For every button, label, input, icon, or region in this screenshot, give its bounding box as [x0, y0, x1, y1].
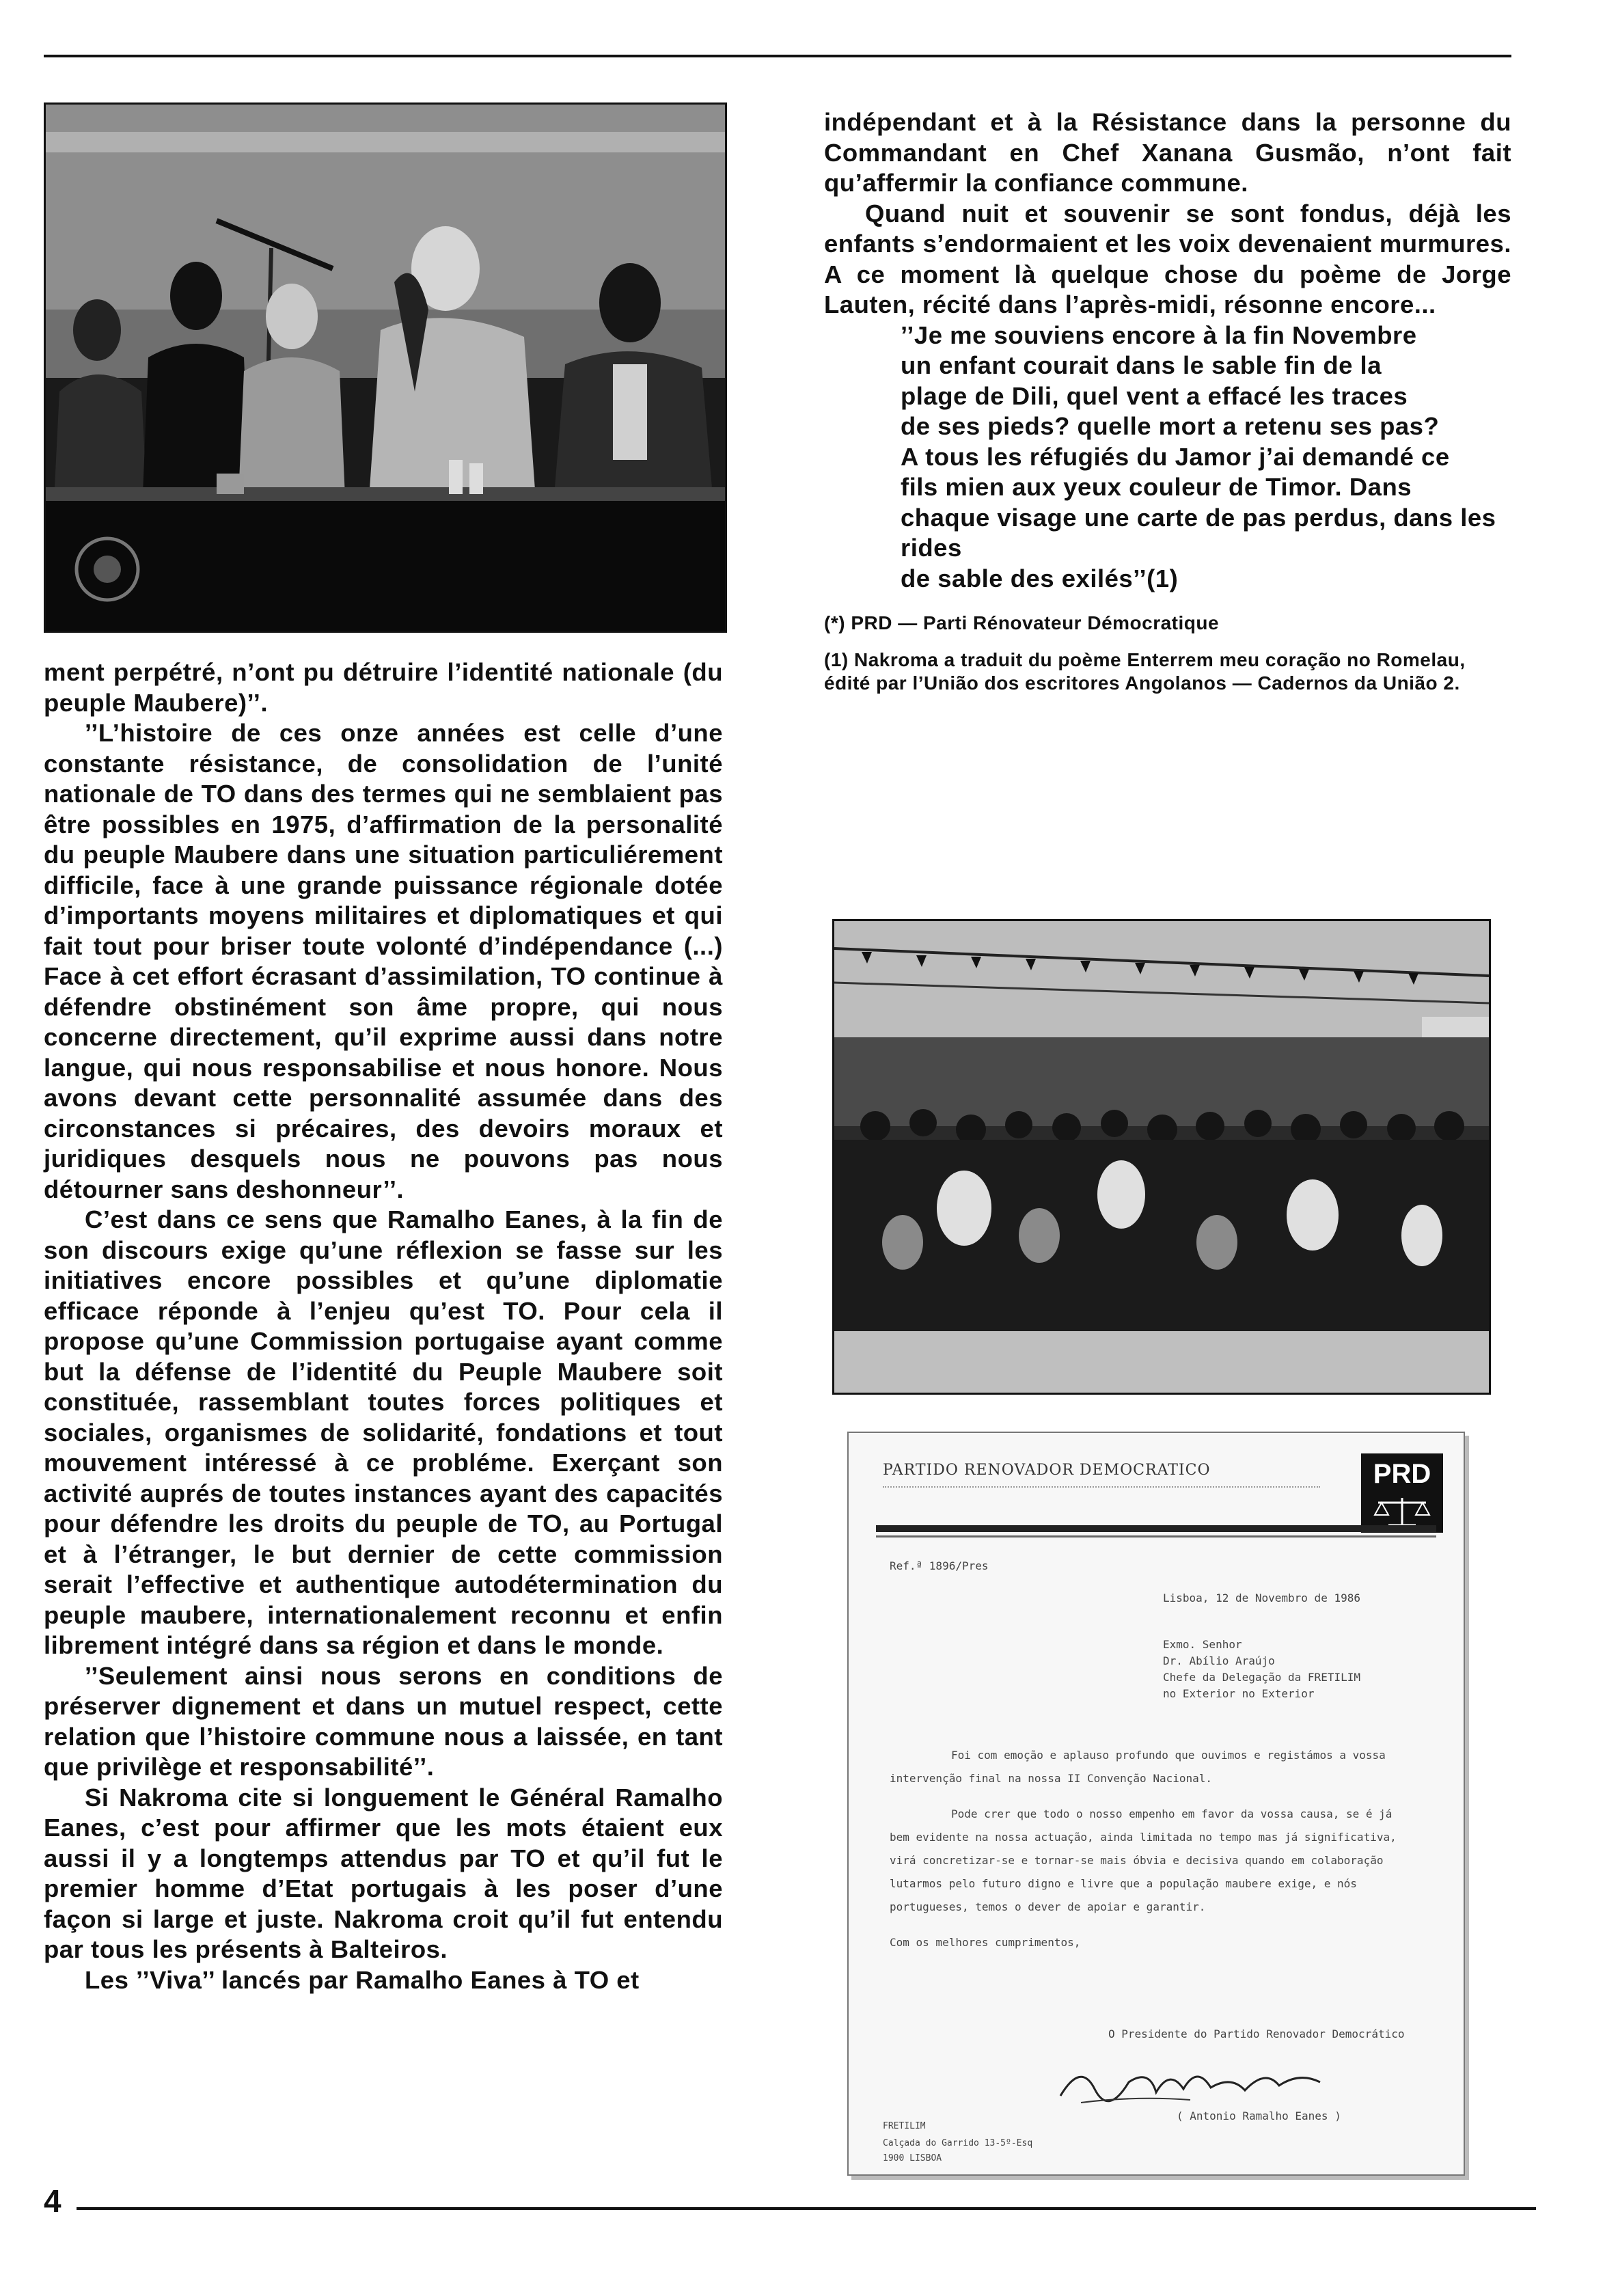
address-line: Calçada do Garrido 13-5º-Esq	[883, 2138, 1033, 2148]
address-line: FRETILIM	[883, 2121, 926, 2131]
left-paragraph: ’’L’histoire de ces onze années est celle d’une constante résistance, de consolidation de l’unité nationale de TO dans des termes qui ne semblaient pas être possibles en 1975, d’affirmation de la personalité du peuple Maubere dans une situation particuliérement difficile, face à une grande puissance régionale dotée d’importants moyens militaires et diplomatiques et qui fait tout pour briser toute volonté d’indépendance (...) Face à cet effort écrasant d’assimilation, TO continue à défendre obstinément son âme propre, qui nous concerne directement, qu’il exprime aussi dans notre langue, qui nous responsabilise et nous honore. Nous avons devant cette personnalité assumée dans des circonstances si précaires, des devoirs moraux et juridiques desquels nous ne pouvons pas nous détourner sans deshonneur’’.	[44, 719, 723, 1203]
letter-closing: Com os melhores cumprimentos,	[890, 1936, 1081, 1949]
prd-logo	[1361, 1453, 1443, 1533]
poem-line: fils mien aux yeux couleur de Timor. Dans	[901, 473, 1412, 501]
letter-paragraph: Foi com emoção e aplauso profundo que ouvimos e registámos a vossa intervenção final na nossa II Convenção Nacional.	[890, 1749, 1386, 1785]
letter-reference: Ref.ª 1896/Pres	[890, 1559, 989, 1572]
letterhead-bar	[876, 1525, 1436, 1532]
poem-line: de sable des exilés’’(1)	[901, 564, 1179, 592]
recipient-line: Exmo. Senhor	[1163, 1638, 1242, 1651]
letter-date: Lisboa, 12 de Novembro de 1986	[1163, 1591, 1360, 1604]
right-column	[824, 107, 1511, 709]
left-column	[44, 657, 723, 1995]
letterhead-title: PARTIDO RENOVADOR DEMOCRATICO	[883, 1462, 1211, 1479]
poem-line: de ses pieds? quelle mort a retenu ses pas?	[901, 412, 1440, 440]
recipient-line: Dr. Abílio Araújo	[1163, 1654, 1275, 1667]
signature-title: O Presidente do Partido Renovador Democrático	[1108, 2027, 1405, 2040]
address-line: 1900 LISBOA	[883, 2153, 942, 2163]
bottom-rule	[77, 2207, 1536, 2210]
right-paragraph: Quand nuit et souvenir se sont fondus, déjà les enfants s’endormaient et les voix devenaient murmures. A ce moment là quelque chose du poème de Jorge Lauten, récité dans l’après-midi, résonne encore...	[824, 199, 1511, 318]
left-paragraph: Les ’’Viva’’ lancés par Ramalho Eanes à TO et	[85, 1965, 640, 1994]
handwritten-signature	[1054, 2055, 1341, 2109]
left-paragraph: Si Nakroma cite si longuement le Général Ramalho Eanes, c’est pour affirmer que les mots étaient eux aussi il y a longtemps attendus par TO et qu’il fut le premier homme d’Etat portugais à les poser d’une façon si large et juste. Nakroma croit qu’il fut entendu par tous les présents à Balteiros.	[44, 1783, 723, 1963]
poem-line: un enfant courait dans le sable fin de la	[901, 351, 1382, 379]
poem-quote	[901, 320, 1511, 594]
prd-letter	[847, 1432, 1465, 2176]
letterhead-divider	[883, 1486, 1320, 1493]
footnote: (1) Nakroma a traduit du poème Enterrem meu coração no Romelau, édité par l’União dos escritores Angolanos — Cadernos da União 2.	[824, 649, 1466, 694]
letter-paragraph: Pode crer que todo o nosso empenho em favor da vossa causa, se é já bem evidente na nossa actuação, ainda limitada no tempo mas já significativa, virá concretizar-se e tornar-se mais óbvia e decisiva quando em colaboração lutarmos pelo futuro digno e livre que a população maubere exige, e nós portugueses, temos o dever de apoiar e garantir.	[890, 1807, 1397, 1913]
poem-line: rides	[901, 534, 962, 562]
recipient-line: no Exterior no Exterior	[1163, 1687, 1315, 1700]
signature-name: ( Antonio Ramalho Eanes )	[1177, 2109, 1341, 2122]
podium-photo	[44, 102, 727, 633]
poem-line: plage de Dili, quel vent a effacé les traces	[901, 381, 1408, 410]
scales-icon	[1371, 1494, 1433, 1529]
recipient-line: Chefe da Delegação da FRETILIM	[1163, 1671, 1360, 1684]
footnotes	[824, 612, 1511, 695]
right-paragraph: indépendant et à la Résistance dans la personne du Commandant en Chef Xanana Gusmão, n’ont fait qu’affermir la confiance commune.	[824, 108, 1511, 197]
poem-line: ’’Je me souviens encore à la fin Novembre	[901, 320, 1417, 349]
prd-logo-text: PRD	[1373, 1459, 1431, 1489]
poem-line: A tous les réfugiés du Jamor j’ai demandé ce	[901, 442, 1450, 471]
left-paragraph: ment perpétré, n’ont pu détruire l’identité nationale (du peuple Maubere)’’.	[44, 658, 723, 717]
crowd-photo	[832, 919, 1491, 1395]
top-rule	[44, 55, 1511, 57]
poem-line: chaque visage une carte de pas perdus, dans les	[901, 503, 1496, 532]
letterhead-bar-thin	[876, 1535, 1436, 1538]
left-paragraph: C’est dans ce sens que Ramalho Eanes, à la fin de son discours exige qu’une réflexion se fasse sur les initiatives encore possibles et qu’une diplomatie efficace réponde à l’enjeu qu’est TO. Pour cela il propose qu’une Commission portugaise ayant comme but la défense de l’identité du Peuple Maubere soit constituée, rassemblant toutes forces politiques et sociales, organismes de solidarité, fondations et tout mouvement intéressé à ce probléme. Exerçant son activité auprés de toutes instances ayant des capacités pour défendre les droits du peuple de TO, au Portugal et à l’étranger, le but dernier de cette commission serait l’effective et authentique autodétermination du peuple maubere, internationalement reconnu et enfin librement intégré dans sa région et dans le monde.	[44, 1205, 723, 1659]
page-number: 4	[44, 2183, 61, 2219]
footnote: (*) PRD — Parti Rénovateur Démocratique	[824, 612, 1220, 633]
letter-body	[890, 1744, 1416, 1967]
left-paragraph: ’’Seulement ainsi nous serons en conditions de préserver dignement et dans un mutuel respect, cette relation que l’histoire commune nous a laissée, en tant que privilège et responsabilité’’.	[44, 1661, 723, 1781]
